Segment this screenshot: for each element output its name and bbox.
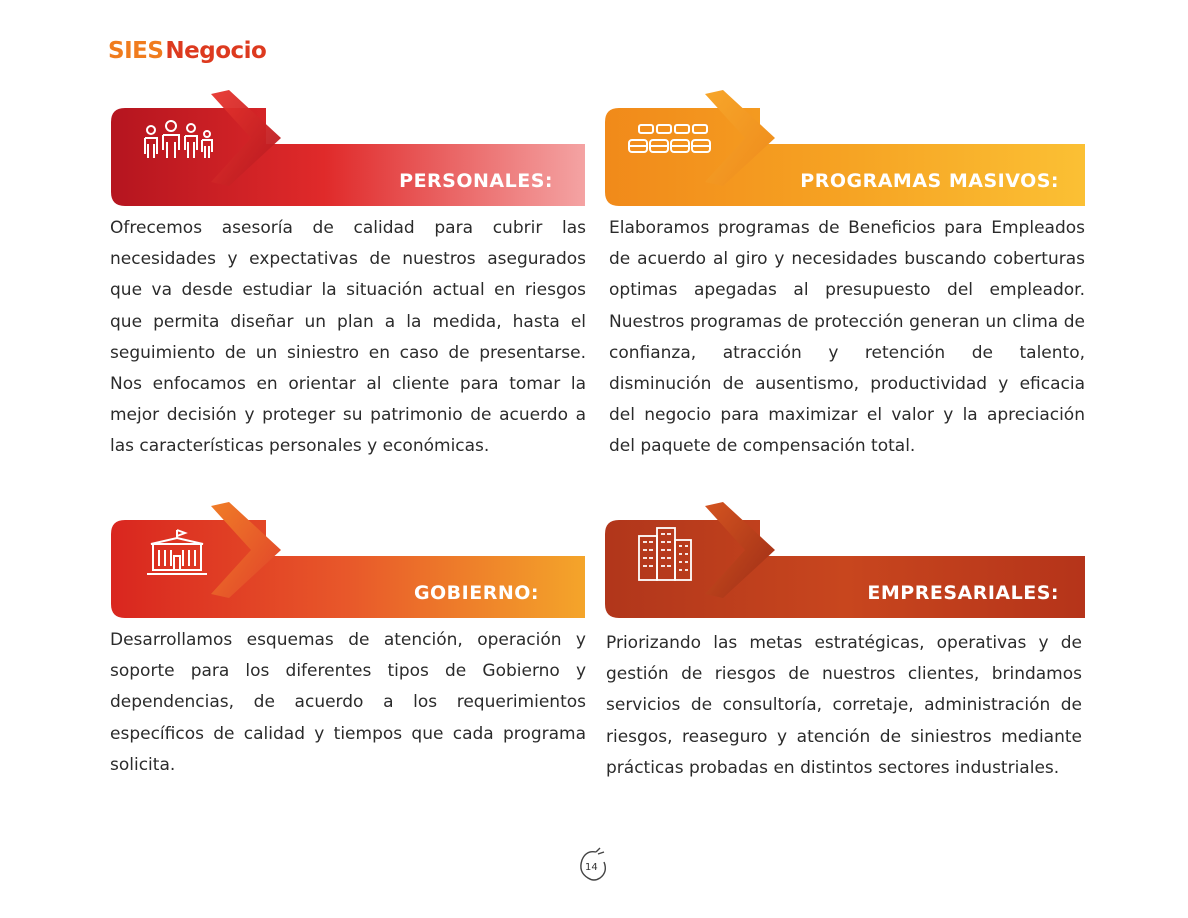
gobierno-banner <box>111 500 585 620</box>
office-buildings-icon <box>637 526 693 586</box>
personales-title: PERSONALES: <box>399 170 553 192</box>
personales-text: Ofrecemos asesoría de calidad para cubrir las necesidades y expectativas de nuestros asegurados que va desde estudiar la situación actual en riesgos que permita diseñar un plan a la medida, hasta el seguimiento de un siniestro en caso de presentarse. Nos enfocamos en orientar al cliente para tomar la mejor decisión y proteger su patrimonio de acuerdo a las características personales y económicas. <box>110 218 586 457</box>
empresariales-text: Priorizando las metas estratégicas, operativas y de gestión de riesgos de nuestros clientes, brindamos servicios de consultoría, corretaje, administración de riesgos, reaseguro y atención de siniestros mediante prácticas probadas en distintos sectores industriales. <box>606 633 1082 778</box>
page-number-text: 14 <box>585 862 598 873</box>
brand-logo <box>108 38 266 64</box>
family-icon <box>139 120 215 164</box>
empresariales-title: EMPRESARIALES: <box>867 582 1059 604</box>
brand-part-negocio: Negocio <box>165 38 267 64</box>
personales-banner <box>111 88 585 208</box>
programas-masivos-text: Elaboramos programas de Beneficios para Empleados de acuerdo al giro y necesidades buscando coberturas optimas apegadas al presupuesto del empleador. Nuestros programas de protección generan un clima de confianza, atracción y retención de talento, disminución de ausentismo, productividad y eficacia del negocio para maximizar el valor y la apreciación del paquete de compensación total. <box>609 218 1085 457</box>
empresariales-banner <box>605 500 1085 620</box>
gobierno-text: Desarrollamos esquemas de atención, operación y soporte para los diferentes tipos de Gobierno y dependencias, de acuerdo a los requerimientos específicos de calidad y tiempos que cada programa solicita. <box>110 630 586 775</box>
gobierno-title: GOBIERNO: <box>413 582 539 604</box>
cars-icon <box>627 122 719 162</box>
programas-masivos-banner <box>605 88 1085 208</box>
brand-part-sies: SIES <box>108 38 164 64</box>
page-number <box>574 846 614 890</box>
government-building-icon <box>145 528 209 582</box>
programas-masivos-title: PROGRAMAS MASIVOS: <box>800 170 1059 192</box>
